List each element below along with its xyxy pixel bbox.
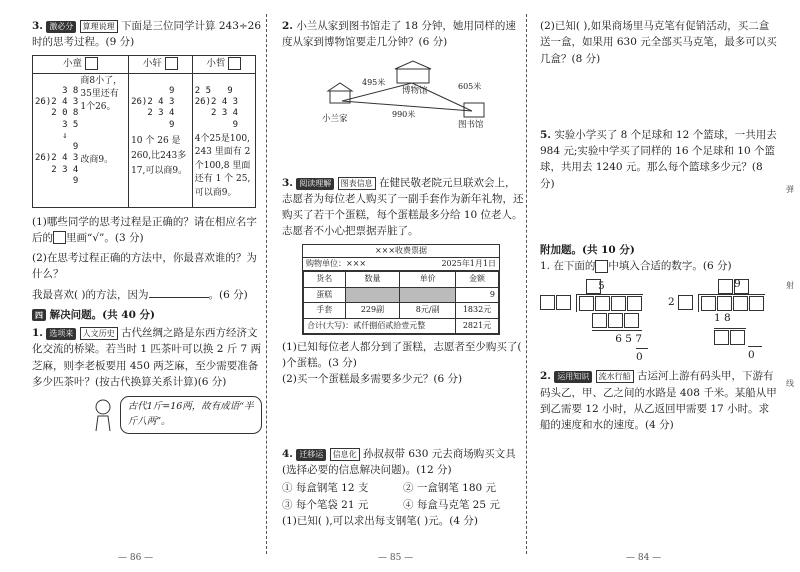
hint-group xyxy=(92,396,262,433)
page-number-right: — 84 — xyxy=(626,553,662,564)
q3-answer-line: 我最喜欢( )的方法，因为 。(6 分) xyxy=(32,288,248,301)
page-number-middle: — 85 — xyxy=(378,553,414,564)
puzzle-2: 2 9 1 8 0 xyxy=(668,278,778,362)
side-mark-3: 线 xyxy=(786,379,794,388)
head-xuan: 小轩 xyxy=(129,55,193,73)
cell-xuan: 9 26)2 4 3 2 3 4 9 10 个 26 是 260,比243多 17,可以商9。 xyxy=(129,73,193,207)
extra-q1: 1. 在下面的 中填入合适的数字。(6 分) xyxy=(540,260,732,273)
q5: 5. 实验小学买了 8 个足球和 12 个篮球，一共用去 984 元;实验中学买了同样的 16 个足球和 10 个篮球，共用去 1240 元。那么每个篮球多少元？(8 分) xyxy=(540,128,777,190)
q3-sub2: (2)买一个蛋糕最多需要多少元？(6 分) xyxy=(282,373,463,386)
q4-sub1: (1)已知( ),可以求出每支钢笔( )元。(4 分) xyxy=(282,514,478,527)
page-number-left: — 86 — xyxy=(118,553,154,564)
side-mark-2: 射 xyxy=(786,281,794,290)
receipt: ×××收费票据 购物单位：××× 2025年1月1日 货名 数量 单价 金额 蛋糕 9 手套 229副 8元/副 1832元 合计(大写)：贰仟捌佰贰拾壹元整 2821元 xyxy=(302,244,500,335)
column-middle xyxy=(268,0,530,572)
head-zhe: 小哲 xyxy=(192,55,255,73)
cell-tong: 3 8 26)2 4 3 2 0 8 3 5 ⇓ 9 26)2 4 3 2 3 4 9 商8小了， 35里还有 1个26。 改商9。 xyxy=(33,73,129,207)
hint-speech: 古代1斤=16两，故有成语“半斤八两”。 xyxy=(120,396,262,433)
label-d2: 990米 xyxy=(392,109,416,119)
item-list: ① 每盒钢笔 12 支 ② 一盒钢笔 180 元 ③ 每个笔袋 21 元 ④ 每盒马克笔 25 元 xyxy=(282,482,500,511)
puzzle-1: 5 6 5 7 0 xyxy=(540,278,650,362)
column-right xyxy=(530,0,800,572)
q2: 2. 小兰从家到图书馆走了 18 分钟，她用同样的速度从家到博物馆要走几分钟？(6 分) xyxy=(282,20,516,49)
checkbox-xuan[interactable] xyxy=(165,57,178,70)
q1-subtag: 人文历史 xyxy=(80,327,118,340)
q3-sub1: (1)已知每位老人都分到了蛋糕，志愿者至少购买了( )个蛋糕。(3 分) xyxy=(282,340,522,370)
label-museum: 博物馆 xyxy=(402,85,428,96)
q3-tag: 激必分 xyxy=(46,21,76,33)
child-figure-icon xyxy=(92,398,114,432)
thinking-table xyxy=(32,55,256,208)
label-home: 小兰家 xyxy=(322,113,348,124)
q1-tag: 选项来 xyxy=(46,328,76,340)
q3-sub1: (1)哪些同学的思考过程是正确的？请在相应名字后的 里画“√”。(3 分) xyxy=(32,215,257,244)
q1: 1. 选项来 人文历史 古代丝绸之路是东西方经济文化交流的桥梁。若当时 1 匹茶叶可以换 2 斤 7 两芝麻，则李老板要用 450 两芝麻，至少需要准备多少匹茶叶？(按古代换算关系计算)(6 分) xyxy=(32,327,262,388)
q4-sub2: (2)已知( ),如果商场里马克笔有促销活动，买二盒送一盒，如果用 630 元全部买马克笔，最多可以买几盒？(8 分) xyxy=(540,20,777,65)
q3-sub2: (2)在思考过程正确的方法中，你最喜欢谁的？为什么？ xyxy=(32,252,257,281)
q3-title: 3. 激必分 算理说理 下面是三位同学计算 243÷26 时的思考过程。(9 分) xyxy=(32,20,262,49)
extra-q2: 2. 运用知识 流水行船 古运河上游有码头甲，下游有码头乙，甲、乙之间的水路是 408 千米。某船从甲到乙需要 12 小时，从乙返回甲需要 17 小时。求船的速度和水的速度。(4 分) xyxy=(540,370,777,432)
q3-subtag: 算理说理 xyxy=(80,20,118,33)
q3-text: 下面是三位同学计算 243÷26 时的思考过程。(9 分) xyxy=(32,20,262,49)
checkbox-tong[interactable] xyxy=(85,57,98,70)
q4: 4. 迁移运 信息化 孙叔叔带 630 元去商场购买文具(选择必要的信息解决问题)。(12 分) xyxy=(282,447,516,476)
route-map xyxy=(282,55,524,135)
head-tong: 小童 xyxy=(33,55,129,73)
division-puzzles xyxy=(540,278,778,362)
cell-zhe: 2 5 9 26)2 4 3 2 3 4 9 4个25是100, 243 里面有 2 个100,8 里面 还有 1 个 25, 可以商9。 xyxy=(192,73,255,207)
divider xyxy=(526,14,527,554)
q3: 3. 阅读理解 图表信息 在健民敬老院元旦联欢会上，志愿者为每位老人购买了一副手套作为新年礼物，还购买了若干个蛋糕，每个蛋糕最多分给 10 位老人。志愿者不小心把票据弄脏了。 xyxy=(282,176,524,238)
column-left xyxy=(0,0,268,572)
section-title: 四 解决问题。(共 40 分) xyxy=(32,307,262,323)
side-mark-1: 弹 xyxy=(786,185,794,194)
checkbox-zhe[interactable] xyxy=(228,57,241,70)
label-d3: 605米 xyxy=(458,81,482,91)
divider xyxy=(266,14,267,554)
extra-title: 附加题。(共 10 分) xyxy=(540,243,635,256)
label-library: 图书馆 xyxy=(458,119,484,130)
label-d1: 495米 xyxy=(362,77,386,87)
